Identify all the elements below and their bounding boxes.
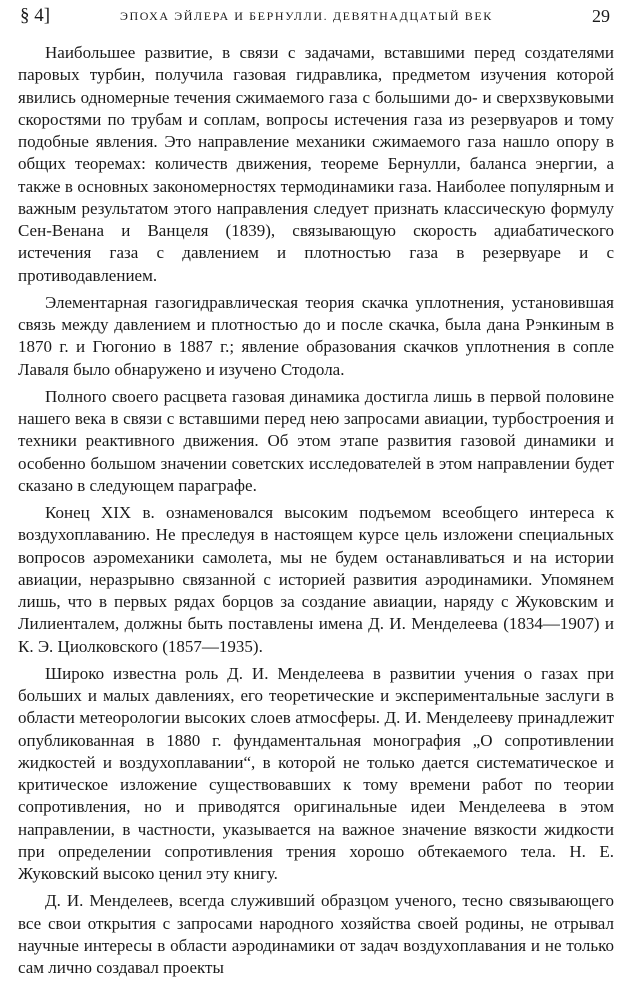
paragraph-shock-theory: Элементарная газогидравлическая теория скачка уплотнения, установившая связь между давлением и плотностью до и после скачка, была дана Рэнкиным в 1870 г. и Гюгонио в 1887 г.; явление образования скачков уплотнения в сопле Лаваля было обнаружено и изучено Стодола. <box>18 292 614 379</box>
paragraph-mendeleev-scientist: Д. И. Менделеев, всегда служивший образцом ученого, тесно связывающего все свои открытия с запросами народного хозяйства своей родины, не отрывал научные интересы в области аэродинамики от задач воздухоплавания и не только сам лично создавал проекты <box>18 891 614 977</box>
body-text <box>18 42 614 979</box>
paragraph-aeronautics: Конец XIX в. ознаменовался высоким подъемом всеобщего интереса к воздухоплаванию. Не преследуя в настоящем курсе цель изложени специальных вопросов аэромеханики самолета, мы не будем останавливаться и на истории авиации, неразрывно связанной с историей развития аэродинамики. Упомянем лишь, что в первых рядах борцов за создание авиации, наряду с Жуковским и Лилиенталем, должны быть поставлены имена Д. И. Менделеева (1834—1907) и К. Э. Циолковского (1857—1935). <box>18 503 614 656</box>
running-header <box>18 0 614 34</box>
page-number: 29 <box>592 6 610 26</box>
section-number: § 4] <box>20 5 51 26</box>
paragraph-mendeleev-role: Широко известна роль Д. И. Менделеева в развитии учения о газах при больших и малых давлениях, его теоретические и экспериментальные заслуги в области метеорологии высоких слоев атмосферы. Д. И. Менделееву принадлежит опубликованная в 1880 г. фундаментальная монография „О сопротивлении жидкостей и воздухоплавании“, в которой не только дается систематическое и критическое изложение существовавших к тому времени работ по теории сопротивления, но и приводятся оригинальные идеи Менделеева в этом направлении, в частности, указывается на важное значение вязкости жидкости при определении сопротивления трения хорошо обтекаемого тела. Н. Е. Жуковский высоко ценил эту книгу. <box>18 663 614 883</box>
paragraph-gas-dynamics: Полного своего расцвета газовая динамика достигла лишь в первой половине нашего века в связи с вставшими перед нею запросами авиации, турбостроения и техники реактивного движения. Об этом этапе развития газовой динамики и особенно большом значении советских исследователей в этом направлении будет сказано в следующем параграфе. <box>18 386 614 495</box>
running-title: ЭПОХА ЭЙЛЕРА И БЕРНУЛЛИ. ДЕВЯТНАДЦАТЫЙ ВЕК <box>120 9 493 23</box>
paragraph-gas-hydraulics: Наибольшее развитие, в связи с задачами, вставшими перед создателями паровых турбин, получила газовая гидравлика, предметом изучения которой явились одномерные течения сжимаемого газа с большими до- и сверхзвуковыми скоростями по трубам и соплам, вопросы истечения газа из резервуаров и тому подобные явления. Это направление механики сжимаемого газа нашло опору в общих теоремах: количеств движения, теореме Бернулли, баланса энергии, а также в основных закономерностях термодинамики газа. Наиболее популярным и важным результатом этого направления следует признать классическую формулу Сен-Венана и Ванцеля (1839), связывающую скорость адиабатического истечения газа с давлением и плотностью газа в резервуаре и с противодавлением. <box>18 43 614 285</box>
